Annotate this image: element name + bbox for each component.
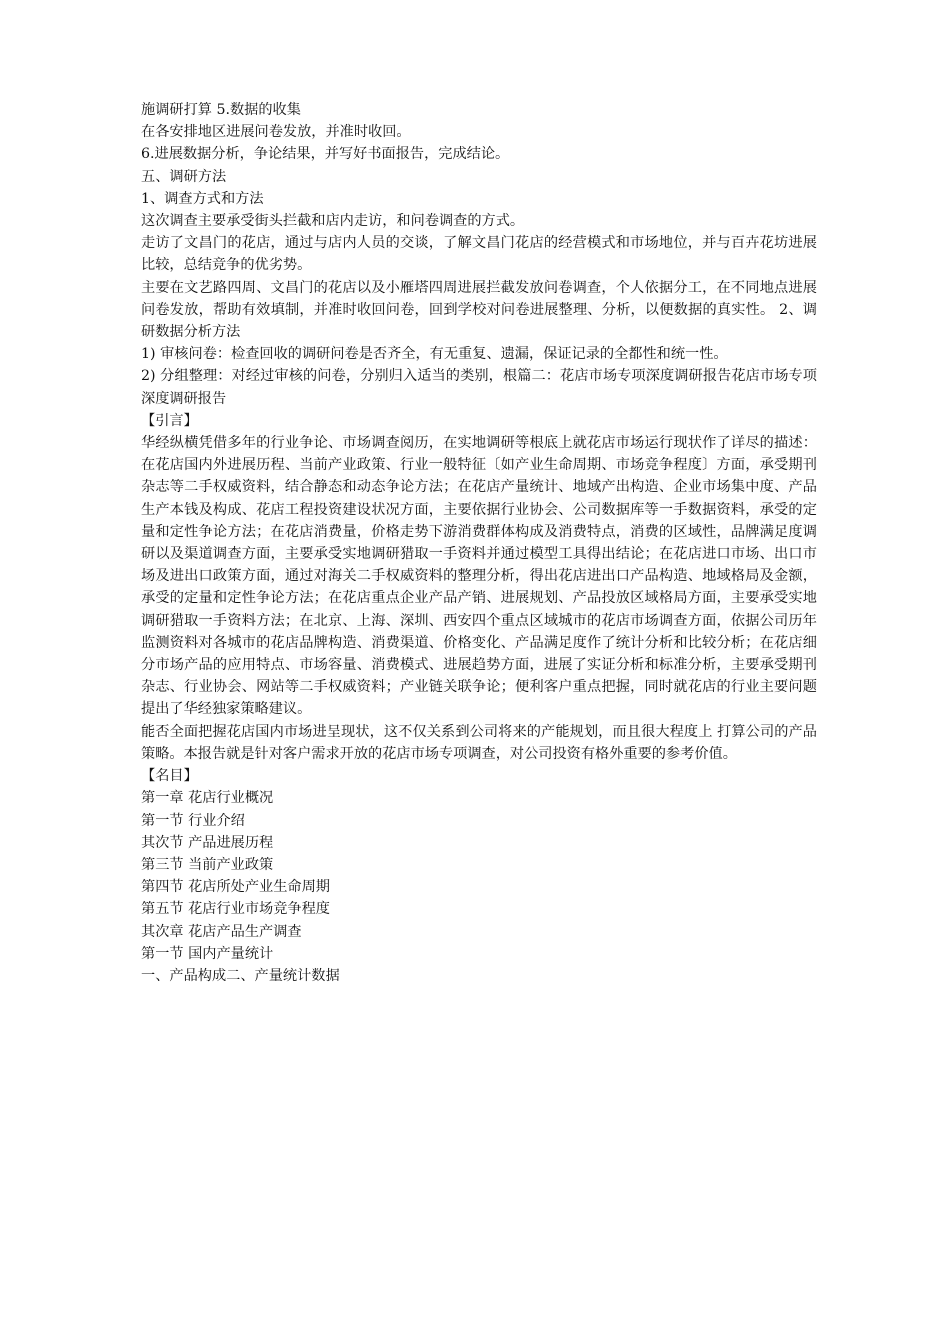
paragraph: 走访了文昌门的花店，通过与店内人员的交谈，了解文昌门花店的经营模式和市场地位，并与百卉花坊进展比较，总结竞争的优劣势。 — [141, 235, 817, 274]
toc-item: 一、产品构成二、产量统计数据 — [141, 967, 340, 984]
paragraph: 华经纵横凭借多年的行业争论、市场调查阅历，在实地调研等根底上就花店市场运行现状作了详尽的描述：在花店国内外进展历程、当前产业政策、行业一般特征〔如产业生命周期、市场竞争程度〕方面，承受期刊杂志等二手权威资料，结合静态和动态争论方法；在花店产量统计、地域产出构造、企业市场集中度、产品生产本钱及构成、花店工程投资建设状况方面，主要依据行业协会、公司数据库等一手数据资料，承受的定量和定性争论方法；在花店消费量，价格走势下游消费群体构成及消费特点，消费的区域性，品牌满足度调研以及渠道调查方面，主要承受实地调研猎取一手资料并通过模型工具得出结论；在花店进口市场、出口市场及进出口政策方面，通过对海关二手权威资料的整理分析，得出花店进出口产品构造、地域格局及金额，承受的定量和定性争论方法；在花店重点企业产品产销、进展规划、产品投放区域格局方面，主要承受实地调研猎取一手资料方法；在北京、上海、深圳、西安四个重点区域城市的花店市场调查方面，依据公司历年监测资料对各城市的花店品牌构造、消费渠道、价格变化、产品满足度作了统计分析和比较分析；在花店细分市场产品的应用特点、市场容量、消费模式、进展趋势方面，进展了实证分析和标准分析，主要承受期刊杂志、行业协会、网站等二手权威资料；产业链关联争论；便利客户重点把握，同时就花店的行业主要问题提出了华经独家策略建议。 — [141, 435, 817, 718]
toc-chapter: 其次章 花店产品生产调查 — [141, 923, 302, 940]
document-body — [141, 99, 817, 987]
text-line: 这次调查主要承受街头拦截和店内走访，和问卷调查的方式。 — [141, 213, 525, 230]
subsection-heading: 1、调查方式和方法 — [141, 190, 264, 207]
toc-section: 第一节 国内产量统计 — [141, 945, 274, 962]
toc-chapter: 第一章 花店行业概况 — [141, 790, 274, 807]
text-line: 在各安排地区进展问卷发放，并准时收回。 — [141, 124, 411, 141]
list-item: 1) 审核问卷：检查回收的调研问卷是否齐全，有无重复、遗漏，保证记录的全都性和统一性。 — [141, 346, 728, 363]
toc-section: 其次节 产品进展历程 — [141, 834, 274, 851]
toc-section: 第五节 花店行业市场竞争程度 — [141, 901, 330, 918]
text-line: 施调研打算 5.数据的收集 — [141, 102, 301, 118]
toc-section: 第四节 花店所处产业生命周期 — [141, 879, 330, 896]
section-heading: 【引言】 — [141, 412, 198, 429]
toc-section: 第三节 当前产业政策 — [141, 856, 274, 873]
section-heading: 五、调研方法 — [141, 168, 227, 185]
list-item: 2) 分组整理：对经过审核的问卷，分别归入适当的类别，根篇二：花店市场专项深度调研报告花店市场专项深度调研报告 — [141, 368, 817, 407]
paragraph: 主要在文艺路四周、文昌门的花店以及小雁塔四周进展拦截发放问卷调查，个人依据分工，在不同地点进展问卷发放，帮助有效填制，并准时收回问卷，回到学校对问卷进展整理、分析，以便数据的真实性。 2、调研数据分析方法 — [141, 279, 817, 341]
text-line: 6.进展数据分析，争论结果，并写好书面报告，完成结论。 — [141, 146, 510, 163]
paragraph: 能否全面把握花店国内市场进呈现状，这不仅关系到公司将来的产能规划，而且很大程度上 打算公司的产品策略。本报告就是针对客户需求开放的花店市场专项调查，对公司投资有格外重要的参考价值。 — [141, 723, 817, 762]
toc-section: 第一节 行业介绍 — [141, 812, 245, 829]
section-heading: 【名目】 — [141, 768, 198, 785]
